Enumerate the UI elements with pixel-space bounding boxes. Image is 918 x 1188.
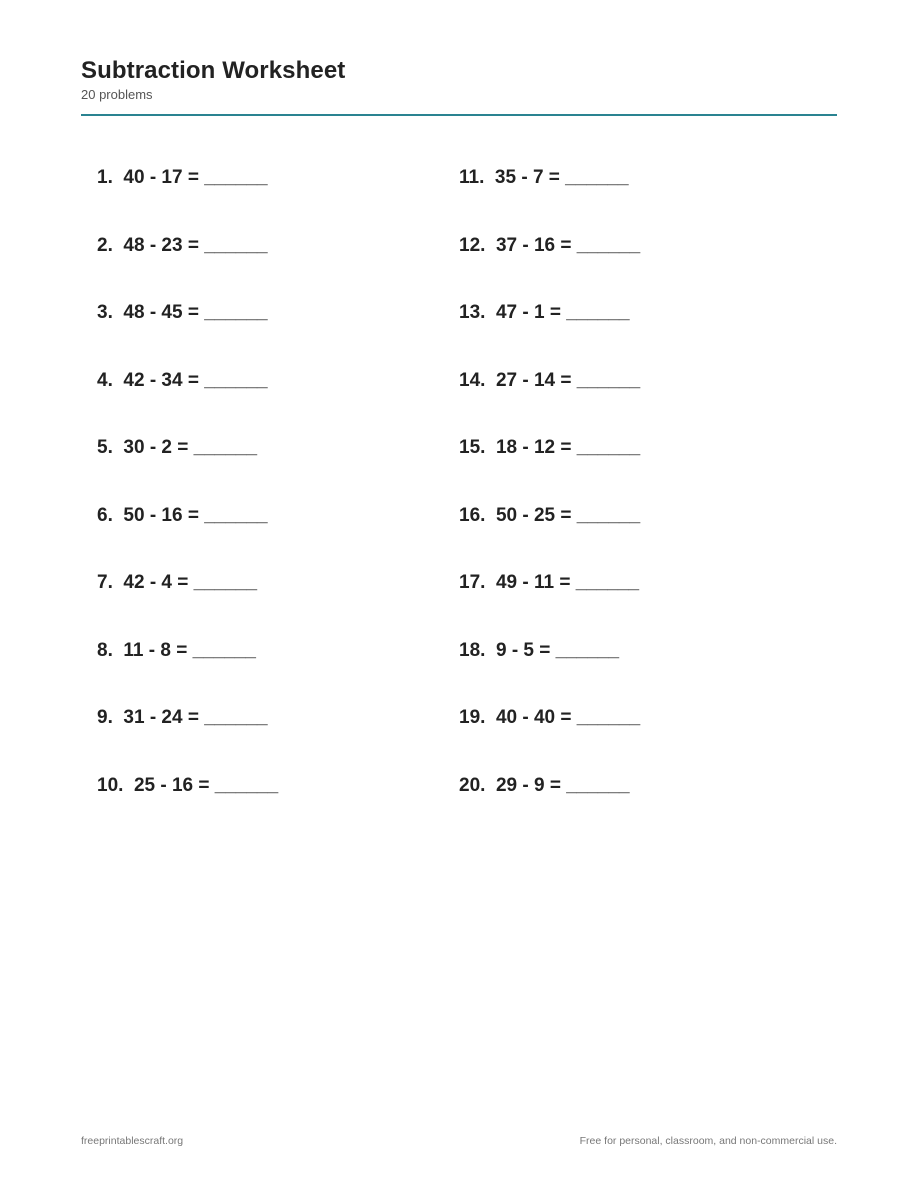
problem-item: 5. 30 - 2 = ______ xyxy=(97,437,258,458)
worksheet-header xyxy=(81,56,837,116)
problem-item: 9. 31 - 24 = ______ xyxy=(97,707,268,728)
problem-item: 3. 48 - 45 = ______ xyxy=(97,302,268,323)
problem-item: 8. 11 - 8 = ______ xyxy=(97,639,256,661)
problems-column-left xyxy=(97,167,278,842)
footer-license: Free for personal, classroom, and non-commercial use. xyxy=(579,1135,837,1147)
page-title: Subtraction Worksheet xyxy=(81,57,346,84)
problem-item: 14. 27 - 14 = ______ xyxy=(459,369,641,391)
problem-item: 1. 40 - 17 = ______ xyxy=(97,167,268,188)
footer-site: freeprintablescraft.org xyxy=(81,1135,184,1147)
problem-item: 17. 49 - 11 = ______ xyxy=(459,572,640,593)
problem-item: 15. 18 - 12 = ______ xyxy=(459,437,641,458)
problem-item: 6. 50 - 16 = ______ xyxy=(97,504,268,526)
problem-item: 10. 25 - 16 = ______ xyxy=(97,774,279,796)
problem-item: 13. 47 - 1 = ______ xyxy=(459,302,630,323)
problem-item: 12. 37 - 16 = ______ xyxy=(459,234,641,256)
problem-item: 7. 42 - 4 = ______ xyxy=(97,572,258,593)
problems-column-right xyxy=(459,167,640,842)
problem-item: 2. 48 - 23 = ______ xyxy=(97,234,268,256)
problem-item: 16. 50 - 25 = ______ xyxy=(459,504,641,526)
problem-count: 20 problems xyxy=(81,87,153,102)
problem-item: 11. 35 - 7 = ______ xyxy=(459,167,629,188)
problem-item: 19. 40 - 40 = ______ xyxy=(459,707,641,728)
problem-item: 20. 29 - 9 = ______ xyxy=(459,774,630,796)
problem-item: 18. 9 - 5 = ______ xyxy=(459,639,620,661)
problem-item: 4. 42 - 34 = ______ xyxy=(97,369,268,391)
